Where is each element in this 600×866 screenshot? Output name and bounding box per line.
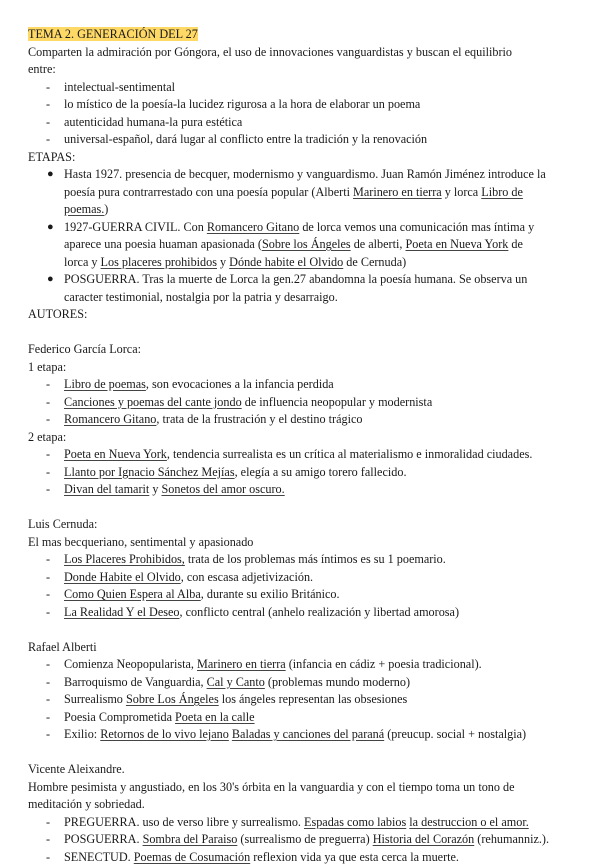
intro-text-cont: entre: <box>28 61 573 79</box>
list-item: - SENECTUD. Poemas de Cosumación reflexion vida ya que esta cerca la muerte. <box>28 849 573 866</box>
list-item: - Romancero Gitano, trata de la frustración y el destino trágico <box>28 411 573 429</box>
list-item: - Poeta en Nueva York, tendencia surrealista es un crítica al materialismo e inmoralidad ciudades. <box>28 446 573 464</box>
author-description: El mas becqueriano, sentimental y apasionado <box>28 534 573 552</box>
list-item: - Donde Habite el Olvido, con escasa adjetivización. <box>28 569 573 587</box>
page-title: TEMA 2. GENERACIÓN DEL 27 <box>28 27 198 41</box>
intro-text: Comparten la admiración por Góngora, el uso de innovaciones vanguardistas y buscan el equilibrio <box>28 44 573 62</box>
list-item: - POSGUERRA. Sombra del Paraiso (surrealismo de preguerra) Historia del Corazón (rehumanniz.). <box>28 831 573 849</box>
list-item: - Los Placeres Prohibidos, trata de los problemas más íntimos es su 1 poemario. <box>28 551 573 569</box>
etapa-item: ● Hasta 1927. presencia de becquer, modernismo y vanguardismo. Juan Ramón Jiménez introduce la poesía pura contrarrestado con una poesía popular (Alberti Marinero en tierra y lorca Libro de poemas.) <box>28 166 573 219</box>
author-description-cont: meditación y sobriedad. <box>28 796 573 814</box>
list-item: - lo místico de la poesía-la lucidez rigurosa a la hora de elaborar un poema <box>28 96 573 114</box>
list-item: - intelectual-sentimental <box>28 79 573 97</box>
author-name: Federico García Lorca: <box>28 341 573 359</box>
etapa-label: 1 etapa: <box>28 359 573 377</box>
list-item: - PREGUERRA. uso de verso libre y surrealismo. Espadas como labios la destruccion o el amor. <box>28 814 573 832</box>
etapa-item: ● POSGUERRA. Tras la muerte de Lorca la gen.27 abandomna la poesía humana. Se observa un caracter testimonial, nostalgia por la patria y desarraigo. <box>28 271 573 306</box>
etapa-item: ● 1927-GUERRA CIVIL. Con Romancero Gitano de lorca vemos una comunicación mas íntima y aparece una poesia huaman apasionada (Sobre los Ángeles de alberti, Poeta en Nueva York de lorca y Los placeres prohibidos y Dónde habite el Olvido de Cernuda) <box>28 219 573 272</box>
etapas-heading: ETAPAS: <box>28 149 573 167</box>
etapa-label: 2 etapa: <box>28 429 573 447</box>
list-item: - Divan del tamarit y Sonetos del amor oscuro. <box>28 481 573 499</box>
author-name: Vicente Aleixandre. <box>28 761 573 779</box>
document-page <box>28 26 573 866</box>
author-description: Hombre pesimista y angustiado, en los 30's órbita en la vanguardia y con el tiempo toma un tono de <box>28 779 573 797</box>
list-item: - universal-español, dará lugar al conflicto entre la tradición y la renovación <box>28 131 573 149</box>
etapas-list <box>28 166 573 306</box>
author-name: Luis Cernuda: <box>28 516 573 534</box>
list-item: - Barroquismo de Vanguardia, Cal y Canto (problemas mundo moderno) <box>28 674 573 692</box>
list-item: - Surrealismo Sobre Los Ángeles los ángeles representan las obsesiones <box>28 691 573 709</box>
list-item: - Poesia Comprometida Poeta en la calle <box>28 709 573 727</box>
equilibrio-list <box>28 79 573 149</box>
author-name: Rafael Alberti <box>28 639 573 657</box>
list-item: - Llanto por Ignacio Sánchez Mejías, elegía a su amigo torero fallecido. <box>28 464 573 482</box>
autores-heading: AUTORES: <box>28 306 573 324</box>
list-item: - Comienza Neopopularista, Marinero en tierra (infancia en cádiz + poesia tradicional). <box>28 656 573 674</box>
list-item: - Libro de poemas, son evocaciones a la infancia perdida <box>28 376 573 394</box>
list-item: - Canciones y poemas del cante jondo de influencia neopopular y modernista <box>28 394 573 412</box>
list-item: - Como Quien Espera al Alba, durante su exilio Británico. <box>28 586 573 604</box>
list-item: - La Realidad Y el Deseo, conflicto central (anhelo realización y libertad amorosa) <box>28 604 573 622</box>
list-item: - autenticidad humana-la pura estética <box>28 114 573 132</box>
page-title-line <box>28 26 573 44</box>
list-item: - Exilio: Retornos de lo vivo lejano Baladas y canciones del paraná (preucup. social + nostalgia) <box>28 726 573 744</box>
